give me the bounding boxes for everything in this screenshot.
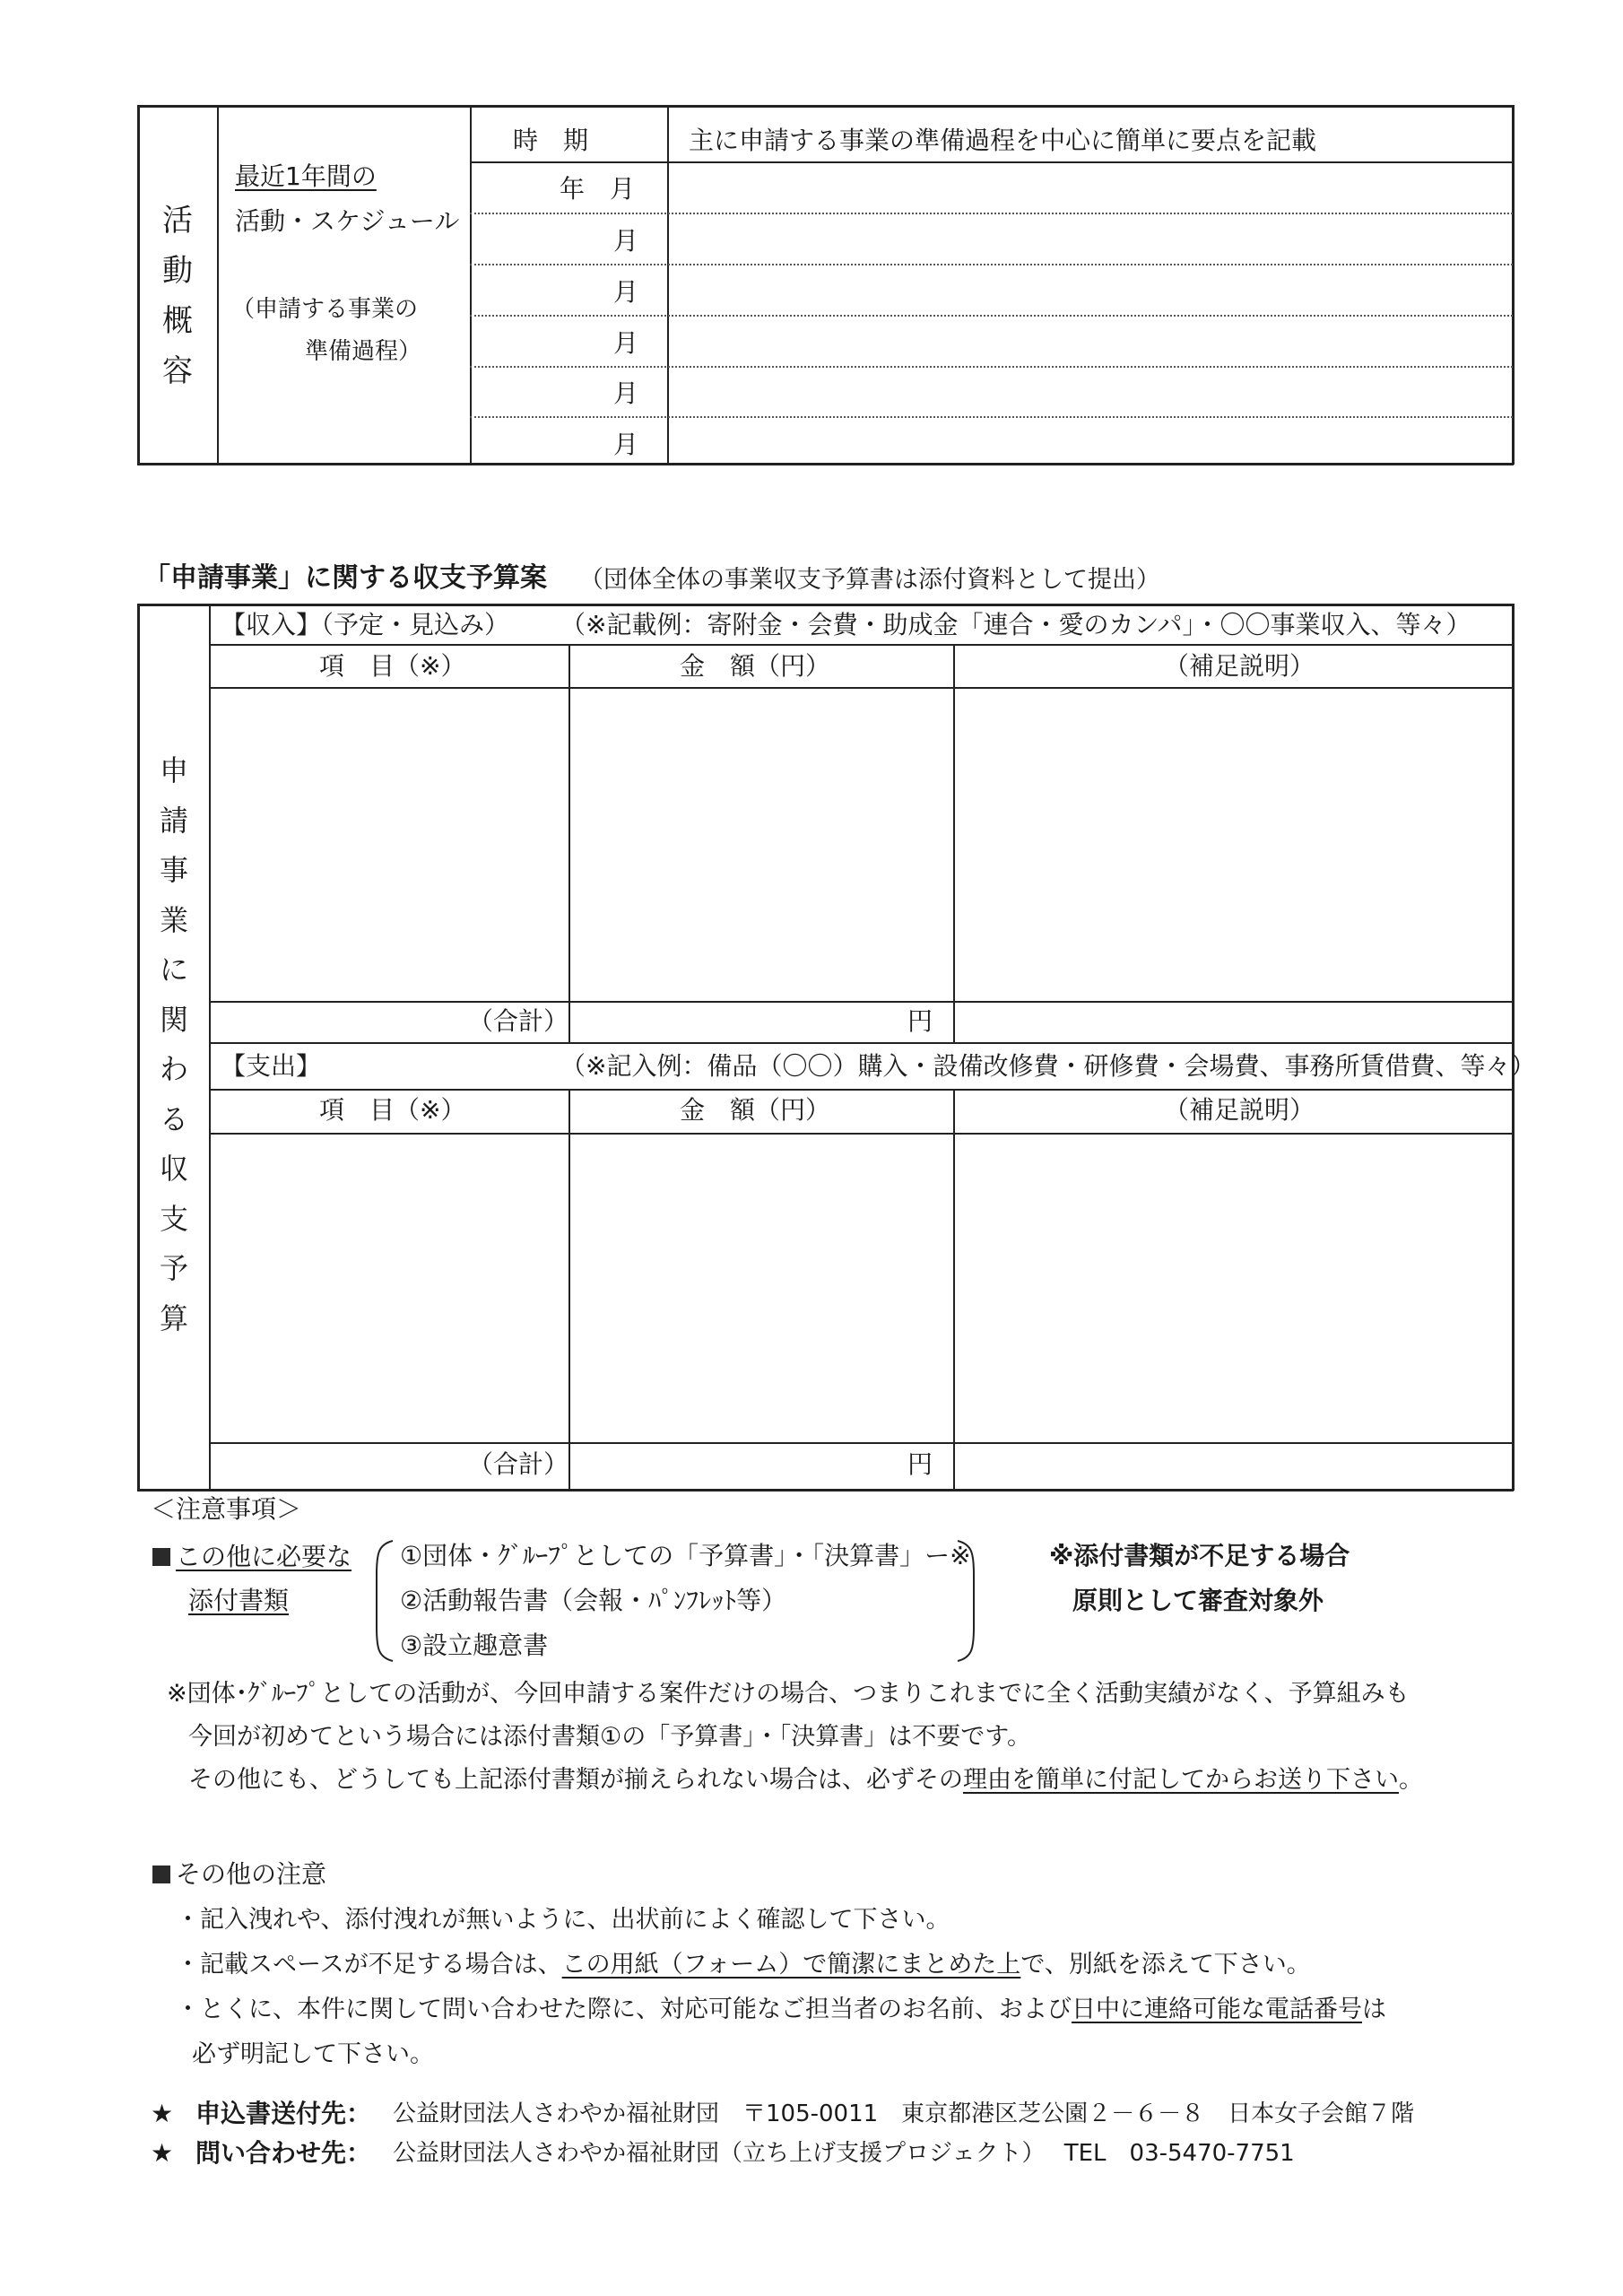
month-cell: 月: [613, 226, 639, 256]
expense-example: （※記入例：備品（〇〇）購入・設備改修費・研修費・会場費、事務所賃借費、等々）: [560, 1051, 1536, 1081]
month-cell: 月: [613, 430, 639, 459]
income-col-note: （補足説明）: [1164, 651, 1315, 681]
row-divider: [209, 1133, 1513, 1135]
other-heading: その他の注意: [176, 1859, 327, 1889]
table-border-left: [137, 604, 140, 1491]
other-text: は: [1362, 1996, 1386, 2023]
table-border-top: [137, 604, 1514, 606]
expense-label: 【支出】: [221, 1051, 322, 1081]
attach-item: ③設立趣意書: [400, 1631, 549, 1660]
row-divider: [209, 1089, 1513, 1091]
row-divider: [470, 213, 1513, 214]
table-border-right: [1512, 105, 1515, 465]
other-text: で、別紙を添えて下さい。: [1020, 1951, 1311, 1979]
row-divider: [209, 687, 1513, 689]
expense-col-amount: 金 額（円）: [680, 1095, 831, 1125]
other-item-cont: 必ず明記して下さい。: [192, 2040, 434, 2068]
expense-yen: 円: [907, 1449, 933, 1479]
other-underlined: この用紙（フォーム）で簡潔にまとめた上: [561, 1951, 1021, 1979]
warning-text: ※添付書類が不足する場合: [1049, 1541, 1350, 1570]
table-border-left: [137, 105, 140, 465]
month-cell: 月: [613, 277, 639, 307]
other-text: ・記載スペースが不足する場合は、: [176, 1951, 562, 1979]
month-cell: 年 月: [560, 174, 636, 204]
remark-text: その他にも、どうしても上記添付書類が揃えられない場合は、必ずその: [188, 1766, 963, 1794]
remark-line: 今回が初めてという場合には添付書類①の「予算書」・「決算書」は不要です。: [188, 1723, 1032, 1751]
attach-label-2: 添付書類: [188, 1586, 290, 1615]
row-divider: [209, 1001, 1513, 1003]
other-underlined: 日中に連絡可能な電話番号: [1072, 1996, 1362, 2023]
preparation-note-2: 準備過程）: [305, 338, 422, 365]
other-item: [176, 1950, 1311, 1980]
column-divider: [568, 644, 570, 1042]
inquiry-label: 問い合わせ先：: [195, 2138, 372, 2168]
warning-text-2: 原則として審査対象外: [1072, 1586, 1324, 1615]
income-label: 【収入】（予定・見込み）: [221, 610, 510, 639]
income-col-item: 項 目（※）: [319, 651, 466, 681]
remark-line: [188, 1765, 1423, 1796]
inquiry-contact: 公益財団法人さわやか福祉財団（立ち上げ支援プロジェクト） TEL 03-5470-7751: [393, 2140, 1295, 2167]
col-desc-header: 主に申請する事業の準備過程を中心に簡単に要点を記載: [689, 126, 1317, 155]
activity-side-label: 活動概容: [162, 203, 193, 389]
row-divider: [470, 366, 1513, 368]
column-divider: [217, 105, 219, 464]
expense-col-note: （補足説明）: [1164, 1095, 1315, 1125]
budget-title: 「申請事業」に関する収支予算案: [143, 562, 547, 594]
square-bullet-icon: [152, 1548, 170, 1566]
attach-item: ②活動報告書（会報・ﾊﾟﾝﾌﾚｯﾄ等）: [400, 1586, 787, 1615]
column-divider: [953, 644, 955, 1042]
left-brace-icon: [373, 1539, 395, 1663]
col-time-header: 時 期: [513, 126, 589, 155]
table-border-top: [137, 105, 1514, 108]
income-total-label: （合計）: [468, 1006, 569, 1036]
row-divider: [470, 264, 1513, 265]
send-address: 公益財団法人さわやか福祉財団 〒105-0011 東京都港区芝公園２－６－８ 日本女子会館７階: [393, 2100, 1415, 2127]
row-divider: [470, 161, 1513, 163]
remark-underlined: 理由を簡単に付記してからお送り下さい: [963, 1766, 1399, 1794]
row-divider: [209, 1042, 1513, 1044]
star-icon: ★: [151, 2099, 174, 2128]
other-item: ・記入洩れや、添付洩れが無いように、出状前によく確認して下さい。: [176, 1906, 950, 1934]
preparation-note: （申請する事業の: [231, 296, 419, 323]
activity-schedule-label: 活動・スケジュール: [235, 206, 460, 236]
income-col-amount: 金 額（円）: [680, 651, 831, 681]
other-item: [176, 1995, 1386, 2025]
budget-title-note: （団体全体の事業収支予算書は添付資料として提出）: [579, 566, 1160, 594]
remark-end: 。: [1399, 1766, 1423, 1794]
income-yen: 円: [907, 1006, 933, 1036]
remark-line: ※団体･ｸﾞﾙｰﾌﾟとしての活動が、今回申請する案件だけの場合、つまりこれまでに全く活動実績がなく、予算組みも: [167, 1680, 1410, 1708]
table-border-right: [1512, 604, 1515, 1491]
row-divider: [209, 1442, 1513, 1444]
column-divider: [568, 1089, 570, 1490]
table-border-bottom: [137, 463, 1514, 465]
row-divider: [209, 644, 1513, 646]
column-divider: [667, 105, 669, 464]
square-bullet-icon: [152, 1866, 170, 1883]
row-divider: [470, 416, 1513, 418]
column-divider: [209, 604, 211, 1490]
expense-col-item: 項 目（※）: [319, 1095, 466, 1125]
income-example: （※記載例：寄附金・会費・助成金「連合・愛のカンパ」・〇〇事業収入、等々）: [560, 610, 1471, 639]
column-divider: [470, 105, 472, 464]
expense-total-label: （合計）: [468, 1449, 569, 1479]
attach-item: ①団体・ｸﾞﾙｰﾌﾟとしての「予算書」・「決算書」ー※: [400, 1541, 971, 1570]
month-cell: 月: [613, 378, 639, 408]
other-text: ・とくに、本件に関して問い合わせた際に、対応可能なご担当者のお名前、および: [176, 1996, 1072, 2023]
star-icon: ★: [151, 2138, 174, 2168]
recent-year-label: 最近1年間の: [235, 161, 377, 191]
attach-label: この他に必要な: [176, 1542, 352, 1571]
row-divider: [470, 315, 1513, 317]
budget-side-label: 申請事業に関わる収支予算: [159, 753, 188, 1335]
column-divider: [953, 1089, 955, 1490]
send-label: 申込書送付先：: [195, 2099, 372, 2128]
table-border-bottom: [137, 1489, 1514, 1492]
notes-heading: ＜注意事項＞: [151, 1494, 302, 1524]
month-cell: 月: [613, 328, 639, 358]
